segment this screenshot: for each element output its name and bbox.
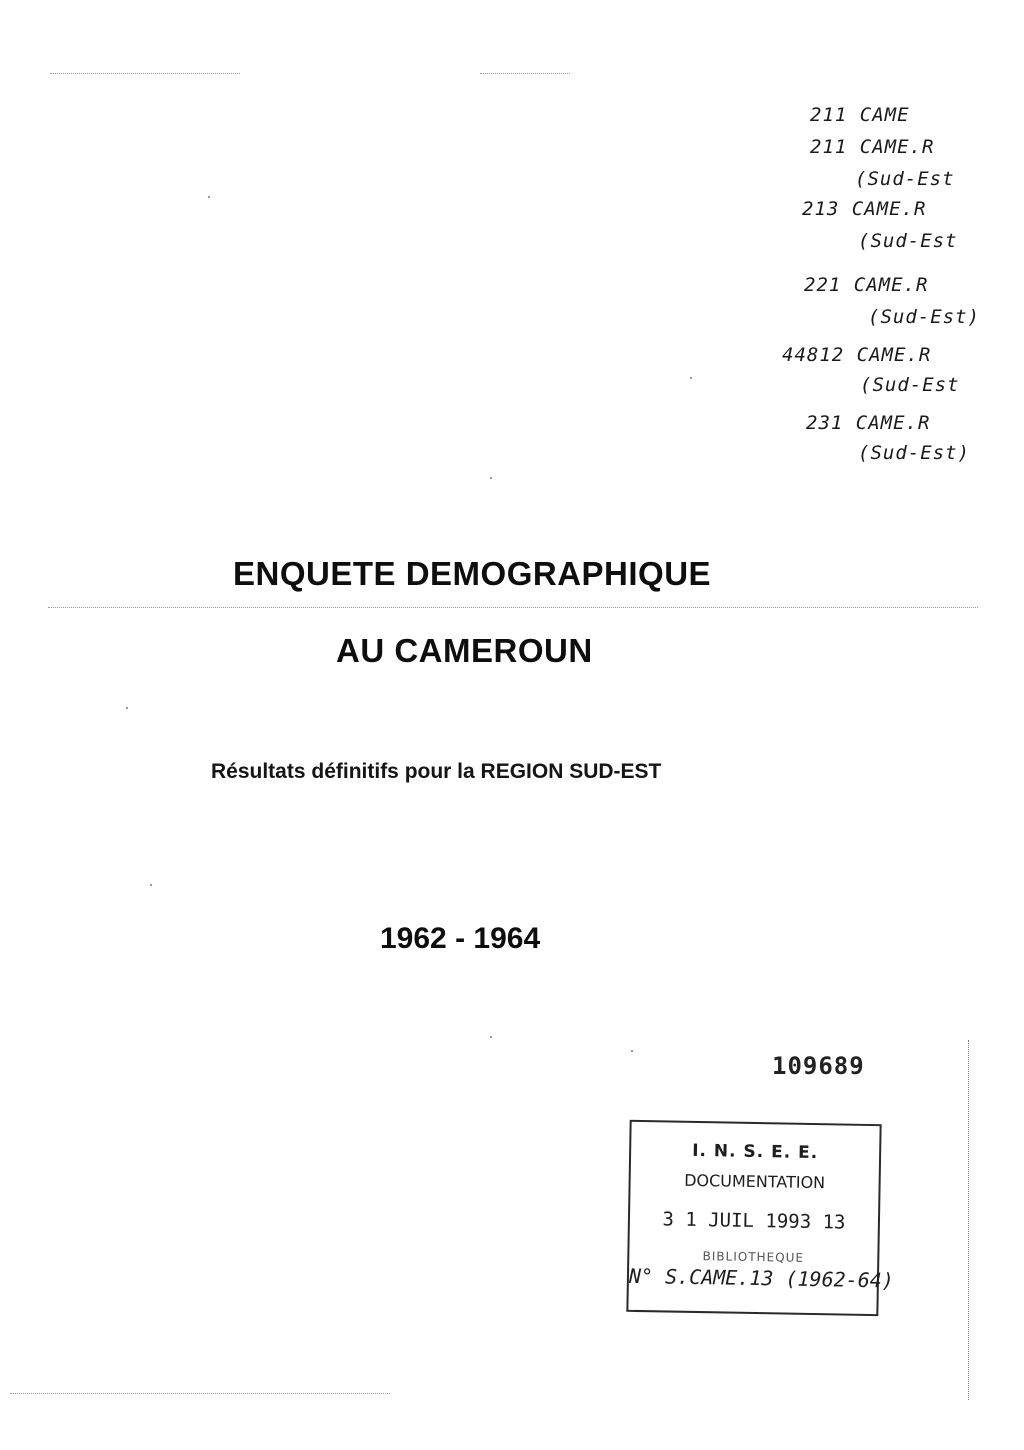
handwritten-code: 211 CAME.R — [810, 136, 935, 158]
handwritten-code: 211 CAME — [810, 104, 910, 126]
stamp-library: BIBLIOTHEQUE — [702, 1249, 805, 1265]
handwritten-code: (Sud-Est — [858, 230, 958, 252]
handwritten-code: (Sud-Est — [855, 168, 955, 190]
scan-speck — [631, 1050, 633, 1052]
handwritten-code: (Sud-Est) — [868, 306, 980, 328]
stamp-call-number: N° S.CAME.13 (1962-64) — [628, 1263, 895, 1293]
scan-speck — [150, 884, 152, 886]
handwritten-code: 231 CAME.R — [806, 412, 931, 434]
handwritten-code: 44812 CAME.R — [782, 344, 932, 366]
scan-speck — [126, 707, 128, 709]
document-years: 1962 - 1964 — [380, 922, 541, 955]
handwritten-code: 221 CAME.R — [804, 274, 929, 296]
scan-speck — [690, 377, 692, 379]
scan-edge-line — [968, 1040, 970, 1400]
document-title-line-1: ENQUETE DEMOGRAPHIQUE — [233, 555, 712, 592]
accession-number: 109689 — [772, 1052, 865, 1080]
scan-fold-line — [48, 607, 978, 609]
stamp-department: DOCUMENTATION — [683, 1170, 826, 1193]
stamp-date: 3 1 JUIL 1993 13 — [662, 1208, 846, 1234]
scan-artifact-line — [10, 1393, 390, 1395]
scan-speck — [208, 196, 210, 198]
handwritten-code: (Sud-Est) — [858, 442, 970, 464]
scan-artifact-line — [50, 73, 240, 75]
scan-speck — [490, 1036, 492, 1038]
handwritten-code: (Sud-Est — [860, 374, 960, 396]
scan-artifact-line — [480, 73, 570, 75]
scan-speck — [490, 477, 492, 479]
document-subtitle: Résultats définitifs pour la REGION SUD-EST — [211, 760, 662, 783]
handwritten-code: 213 CAME.R — [802, 198, 927, 220]
document-title-line-2: AU CAMEROUN — [336, 632, 593, 669]
stamp-organization: I. N. S. E. E. — [691, 1140, 819, 1164]
library-stamp — [626, 1120, 895, 1316]
